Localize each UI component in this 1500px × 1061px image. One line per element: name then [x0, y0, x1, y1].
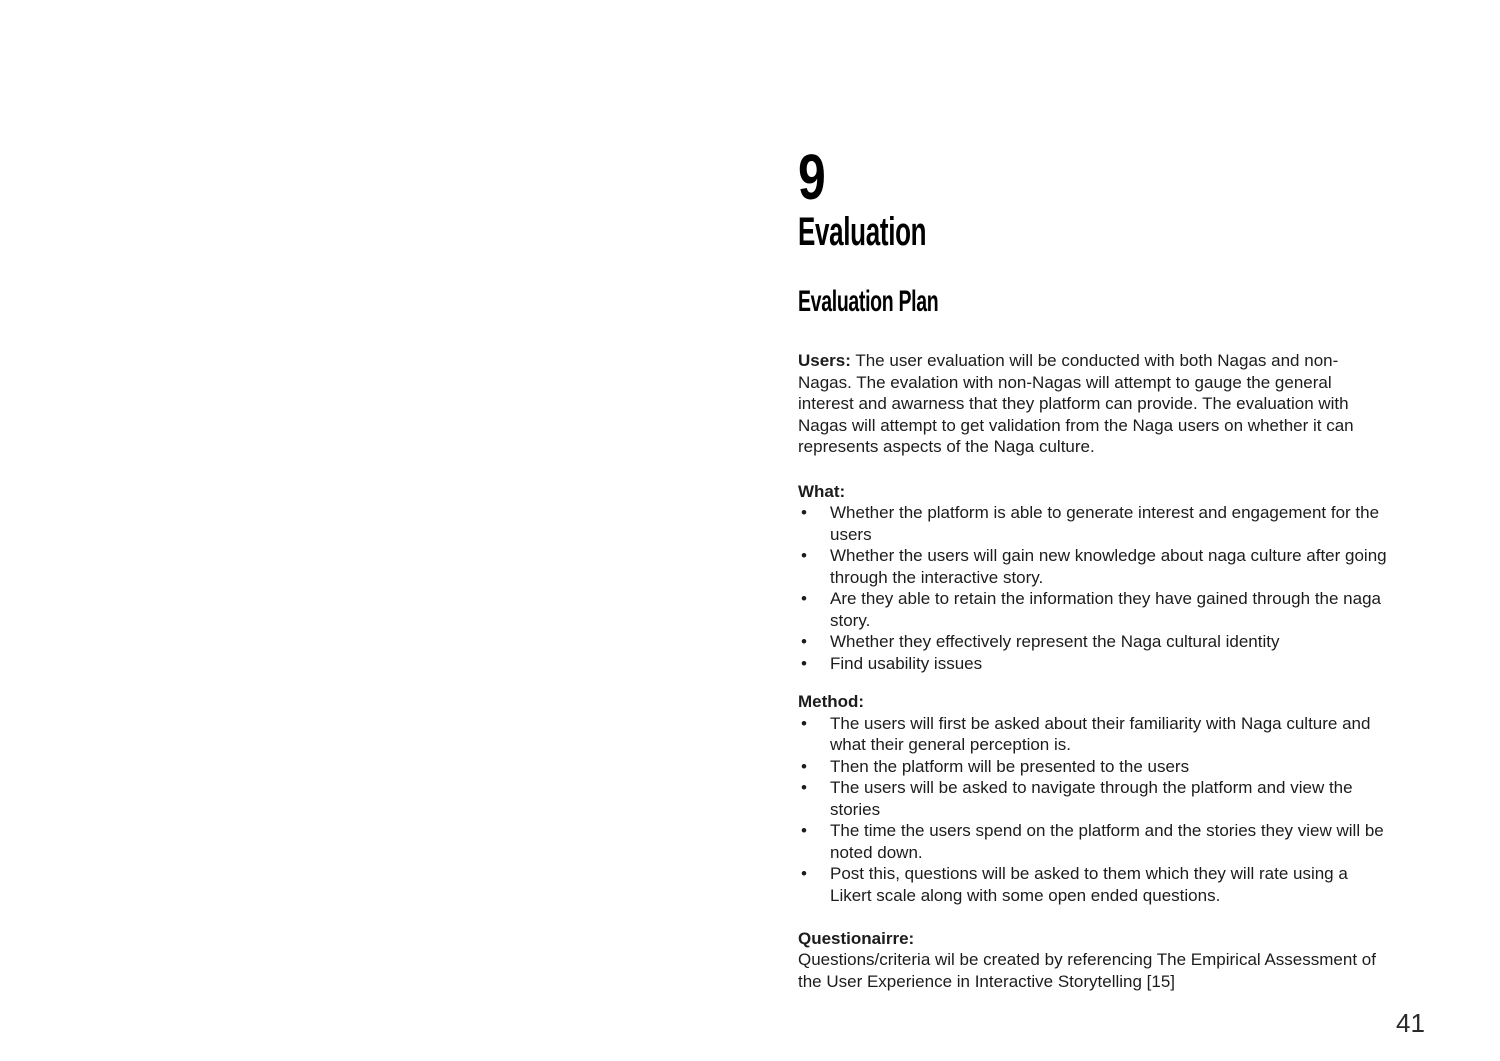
list-item: • Whether they effectively represent the Naga cultural identity — [798, 631, 1388, 653]
method-list — [798, 713, 1388, 907]
users-text: The user evaluation will be conducted with both Nagas and non-Nagas. The evalation with non-Nagas will attempt to gauge the general interest and awarness that they platform can provide. The evaluation with Nagas will attempt to get validation from the Naga users on whether it can represents aspects of the Naga culture. — [798, 351, 1354, 456]
what-list — [798, 502, 1388, 674]
what-label: What: — [798, 481, 846, 501]
users-label: Users: — [798, 351, 851, 370]
list-item: • The users will be asked to navigate through the platform and view the stories — [798, 777, 1388, 820]
users-paragraph — [798, 350, 1388, 458]
section-title: Evaluation Plan — [798, 285, 939, 318]
list-item: • Are they able to retain the information they have gained through the naga story. — [798, 588, 1388, 631]
page-content-column — [798, 141, 1388, 992]
list-item: • Post this, questions will be asked to them which they will rate using a Likert scale along with some open ended questions. — [798, 863, 1388, 906]
list-item: • Then the platform will be presented to the users — [798, 756, 1388, 778]
chapter-number: 9 — [798, 141, 825, 213]
list-item: • Whether the users will gain new knowledge about naga culture after going through the interactive story. — [798, 545, 1388, 588]
list-item: • Find usability issues — [798, 653, 1388, 675]
chapter-title: Evaluation — [798, 210, 927, 254]
questionnaire-text: Questions/criteria wil be created by referencing The Empirical Assessment of the User Experience in Interactive Storytelling [15] — [798, 950, 1376, 991]
list-item: • The users will first be asked about their familiarity with Naga culture and what their general perception is. — [798, 713, 1388, 756]
page-number: 41 — [1396, 1008, 1425, 1038]
list-item: • Whether the platform is able to generate interest and engagement for the users — [798, 502, 1388, 545]
list-item: • The time the users spend on the platform and the stories they view will be noted down. — [798, 820, 1388, 863]
questionnaire-label: Questionairre: — [798, 928, 915, 948]
method-label: Method: — [798, 692, 865, 711]
